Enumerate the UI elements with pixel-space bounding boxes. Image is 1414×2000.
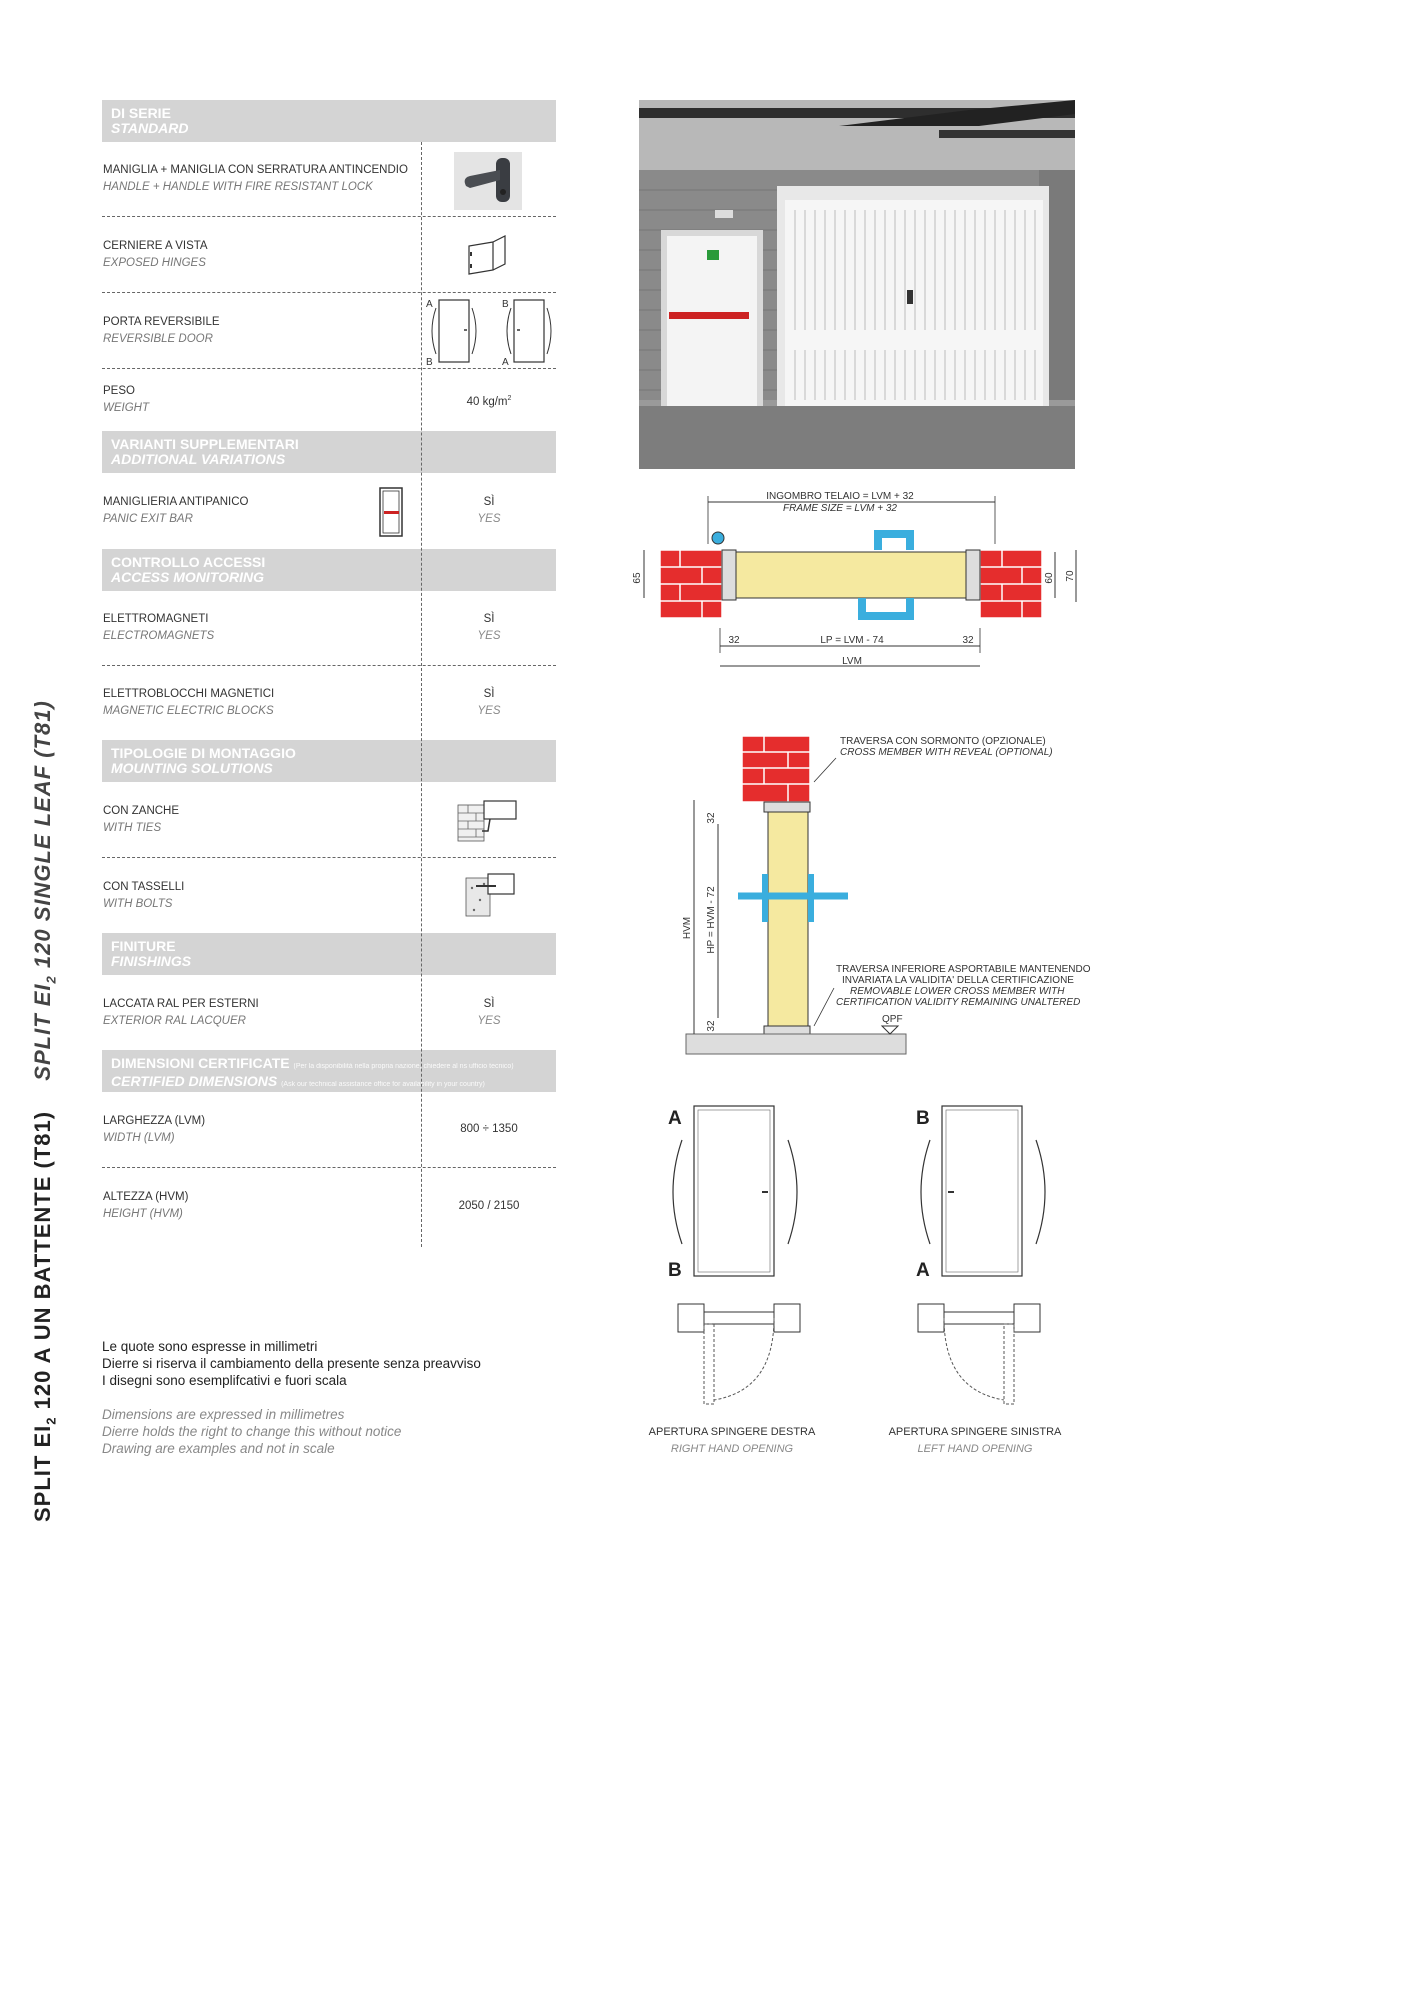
svg-text:LP = LVM - 74: LP = LVM - 74 bbox=[820, 635, 884, 646]
svg-text:HP = HVM - 72: HP = HVM - 72 bbox=[706, 886, 717, 954]
svg-text:B: B bbox=[916, 1108, 930, 1129]
row-handle: MANIGLIA + MANIGLIA CON SERRATURA ANTINCENDIO HANDLE + HANDLE WITH FIRE RESISTANT LOCK bbox=[102, 142, 556, 217]
svg-text:32: 32 bbox=[728, 635, 740, 646]
right-opening-door bbox=[660, 1100, 810, 1280]
svg-text:LVM: LVM bbox=[842, 656, 862, 667]
row-lacquer: LACCATA RAL PER ESTERNI EXTERIOR RAL LACQUER SÌ YES bbox=[103, 997, 501, 1027]
row-ties: CON ZANCHE WITH TIES bbox=[102, 782, 556, 858]
row-blocks: ELETTROBLOCCHI MAGNETICI MAGNETIC ELECTRIC BLOCKS SÌ YES bbox=[103, 688, 501, 717]
hinges-icon bbox=[463, 232, 511, 280]
plan-section-diagram bbox=[630, 488, 1080, 673]
svg-text:65: 65 bbox=[632, 572, 643, 584]
section-mounting: TIPOLOGIE DI MONTAGGIO MOUNTING SOLUTIONS bbox=[102, 740, 556, 782]
svg-text:B: B bbox=[668, 1260, 682, 1281]
row-hinges: CERNIERE A VISTA EXPOSED HINGES bbox=[102, 217, 556, 293]
svg-text:INVARIATA LA VALIDITA' DELLA C: INVARIATA LA VALIDITA' DELLA CERTIFICAZIONE bbox=[842, 975, 1074, 986]
svg-text:TRAVERSA CON SORMONTO (OPZIONA: TRAVERSA CON SORMONTO (OPZIONALE) bbox=[840, 736, 1046, 747]
svg-text:A: A bbox=[426, 299, 433, 310]
panic-bar-icon bbox=[378, 486, 404, 538]
svg-text:32: 32 bbox=[962, 635, 974, 646]
left-opening-caption: APERTURA SPINGERE SINISTRA LEFT HAND OPENING bbox=[888, 1426, 1062, 1455]
row-electromagnets: ELETTROMAGNETI ELECTROMAGNETS SÌ YES bbox=[102, 591, 556, 666]
section-access: CONTROLLO ACCESSI ACCESS MONITORING bbox=[102, 549, 556, 591]
reversible-door-icon bbox=[424, 296, 554, 368]
row-width: LARGHEZZA (LVM) WIDTH (LVM) 800 ÷ 1350 bbox=[102, 1092, 556, 1168]
ties-icon bbox=[454, 797, 520, 847]
row-height: ALTEZZA (HVM) HEIGHT (HVM) 2050 / 2150 bbox=[103, 1191, 520, 1220]
svg-text:INGOMBRO TELAIO = LVM + 32: INGOMBRO TELAIO = LVM + 32 bbox=[766, 491, 914, 502]
svg-text:A: A bbox=[916, 1260, 930, 1281]
row-reversible: PORTA REVERSIBILE REVERSIBLE DOOR bbox=[102, 293, 556, 369]
left-opening-plan bbox=[914, 1300, 1044, 1410]
svg-text:B: B bbox=[502, 299, 509, 310]
svg-text:TRAVERSA INFERIORE ASPORTABILE: TRAVERSA INFERIORE ASPORTABILE MANTENENDO bbox=[836, 964, 1091, 975]
section-dimensions: DIMENSIONI CERTIFICATE (Per la disponibilità nella propria nazione, chiedere al ns ufficio tecnico) CERTIFIED DIMENSIONS (Ask our technical assistance office for availability in your country) bbox=[102, 1050, 556, 1092]
notes: Le quote sono espresse in millimetri Dierre si riserva il cambiamento della presente senza preavviso I disegni sono esemplifcativi e fuori scala Dimensions are expressed in millimetres Dierre holds the right to change this without notice Drawing are examples and not in scale bbox=[102, 1339, 481, 1456]
weight-value: 40 $kg/m^2$ bbox=[466, 394, 512, 408]
bolts-icon bbox=[462, 870, 518, 920]
left-opening-door bbox=[908, 1100, 1058, 1280]
svg-text:FRAME SIZE = LVM + 32: FRAME SIZE = LVM + 32 bbox=[783, 503, 897, 514]
svg-text:B: B bbox=[426, 357, 433, 368]
svg-text:QPF: QPF bbox=[882, 1014, 903, 1025]
vertical-section-diagram bbox=[682, 732, 1091, 1062]
svg-text:70: 70 bbox=[1065, 570, 1076, 582]
section-additional: VARIANTI SUPPLEMENTARI ADDITIONAL VARIATIONS bbox=[102, 431, 556, 473]
svg-text:60: 60 bbox=[1044, 572, 1055, 584]
garage-photo bbox=[639, 100, 1075, 469]
svg-text:CERTIFICATION VALIDITY REMAINI: CERTIFICATION VALIDITY REMAINING UNALTERED bbox=[836, 997, 1081, 1008]
row-weight: PESO WEIGHT 40 $kg/m^2$ bbox=[102, 369, 556, 431]
svg-text:CROSS MEMBER WITH REVEAL (OPTI: CROSS MEMBER WITH REVEAL (OPTIONAL) bbox=[840, 747, 1053, 758]
handle-thumbnail bbox=[454, 152, 522, 210]
svg-text:HVM: HVM bbox=[682, 916, 693, 940]
svg-text:32: 32 bbox=[706, 812, 717, 824]
svg-text:32: 32 bbox=[706, 1020, 717, 1032]
section-standard: DI SERIE STANDARD bbox=[102, 100, 556, 142]
section-finishings: FINITURE FINISHINGS bbox=[102, 933, 556, 975]
row-bolts: CON TASSELLI WITH BOLTS bbox=[103, 880, 185, 910]
column-divider bbox=[421, 142, 422, 1247]
right-opening-plan bbox=[674, 1300, 804, 1410]
svg-text:A: A bbox=[502, 357, 509, 368]
row-panic: MANIGLIERIA ANTIPANICO PANIC EXIT BAR SÌ YES bbox=[103, 496, 501, 525]
right-opening-caption: APERTURA SPINGERE DESTRA RIGHT HAND OPENING bbox=[648, 1426, 816, 1455]
svg-text:REMOVABLE LOWER CROSS MEMBER W: REMOVABLE LOWER CROSS MEMBER WITH bbox=[850, 986, 1065, 997]
svg-text:A: A bbox=[668, 1108, 682, 1129]
vertical-title: SPLIT $EI_2$ 120 A UN BATTENTE (T81) SPLIT $EI_2$ 120 SINGLE LEAF (T81) bbox=[30, 700, 59, 1522]
